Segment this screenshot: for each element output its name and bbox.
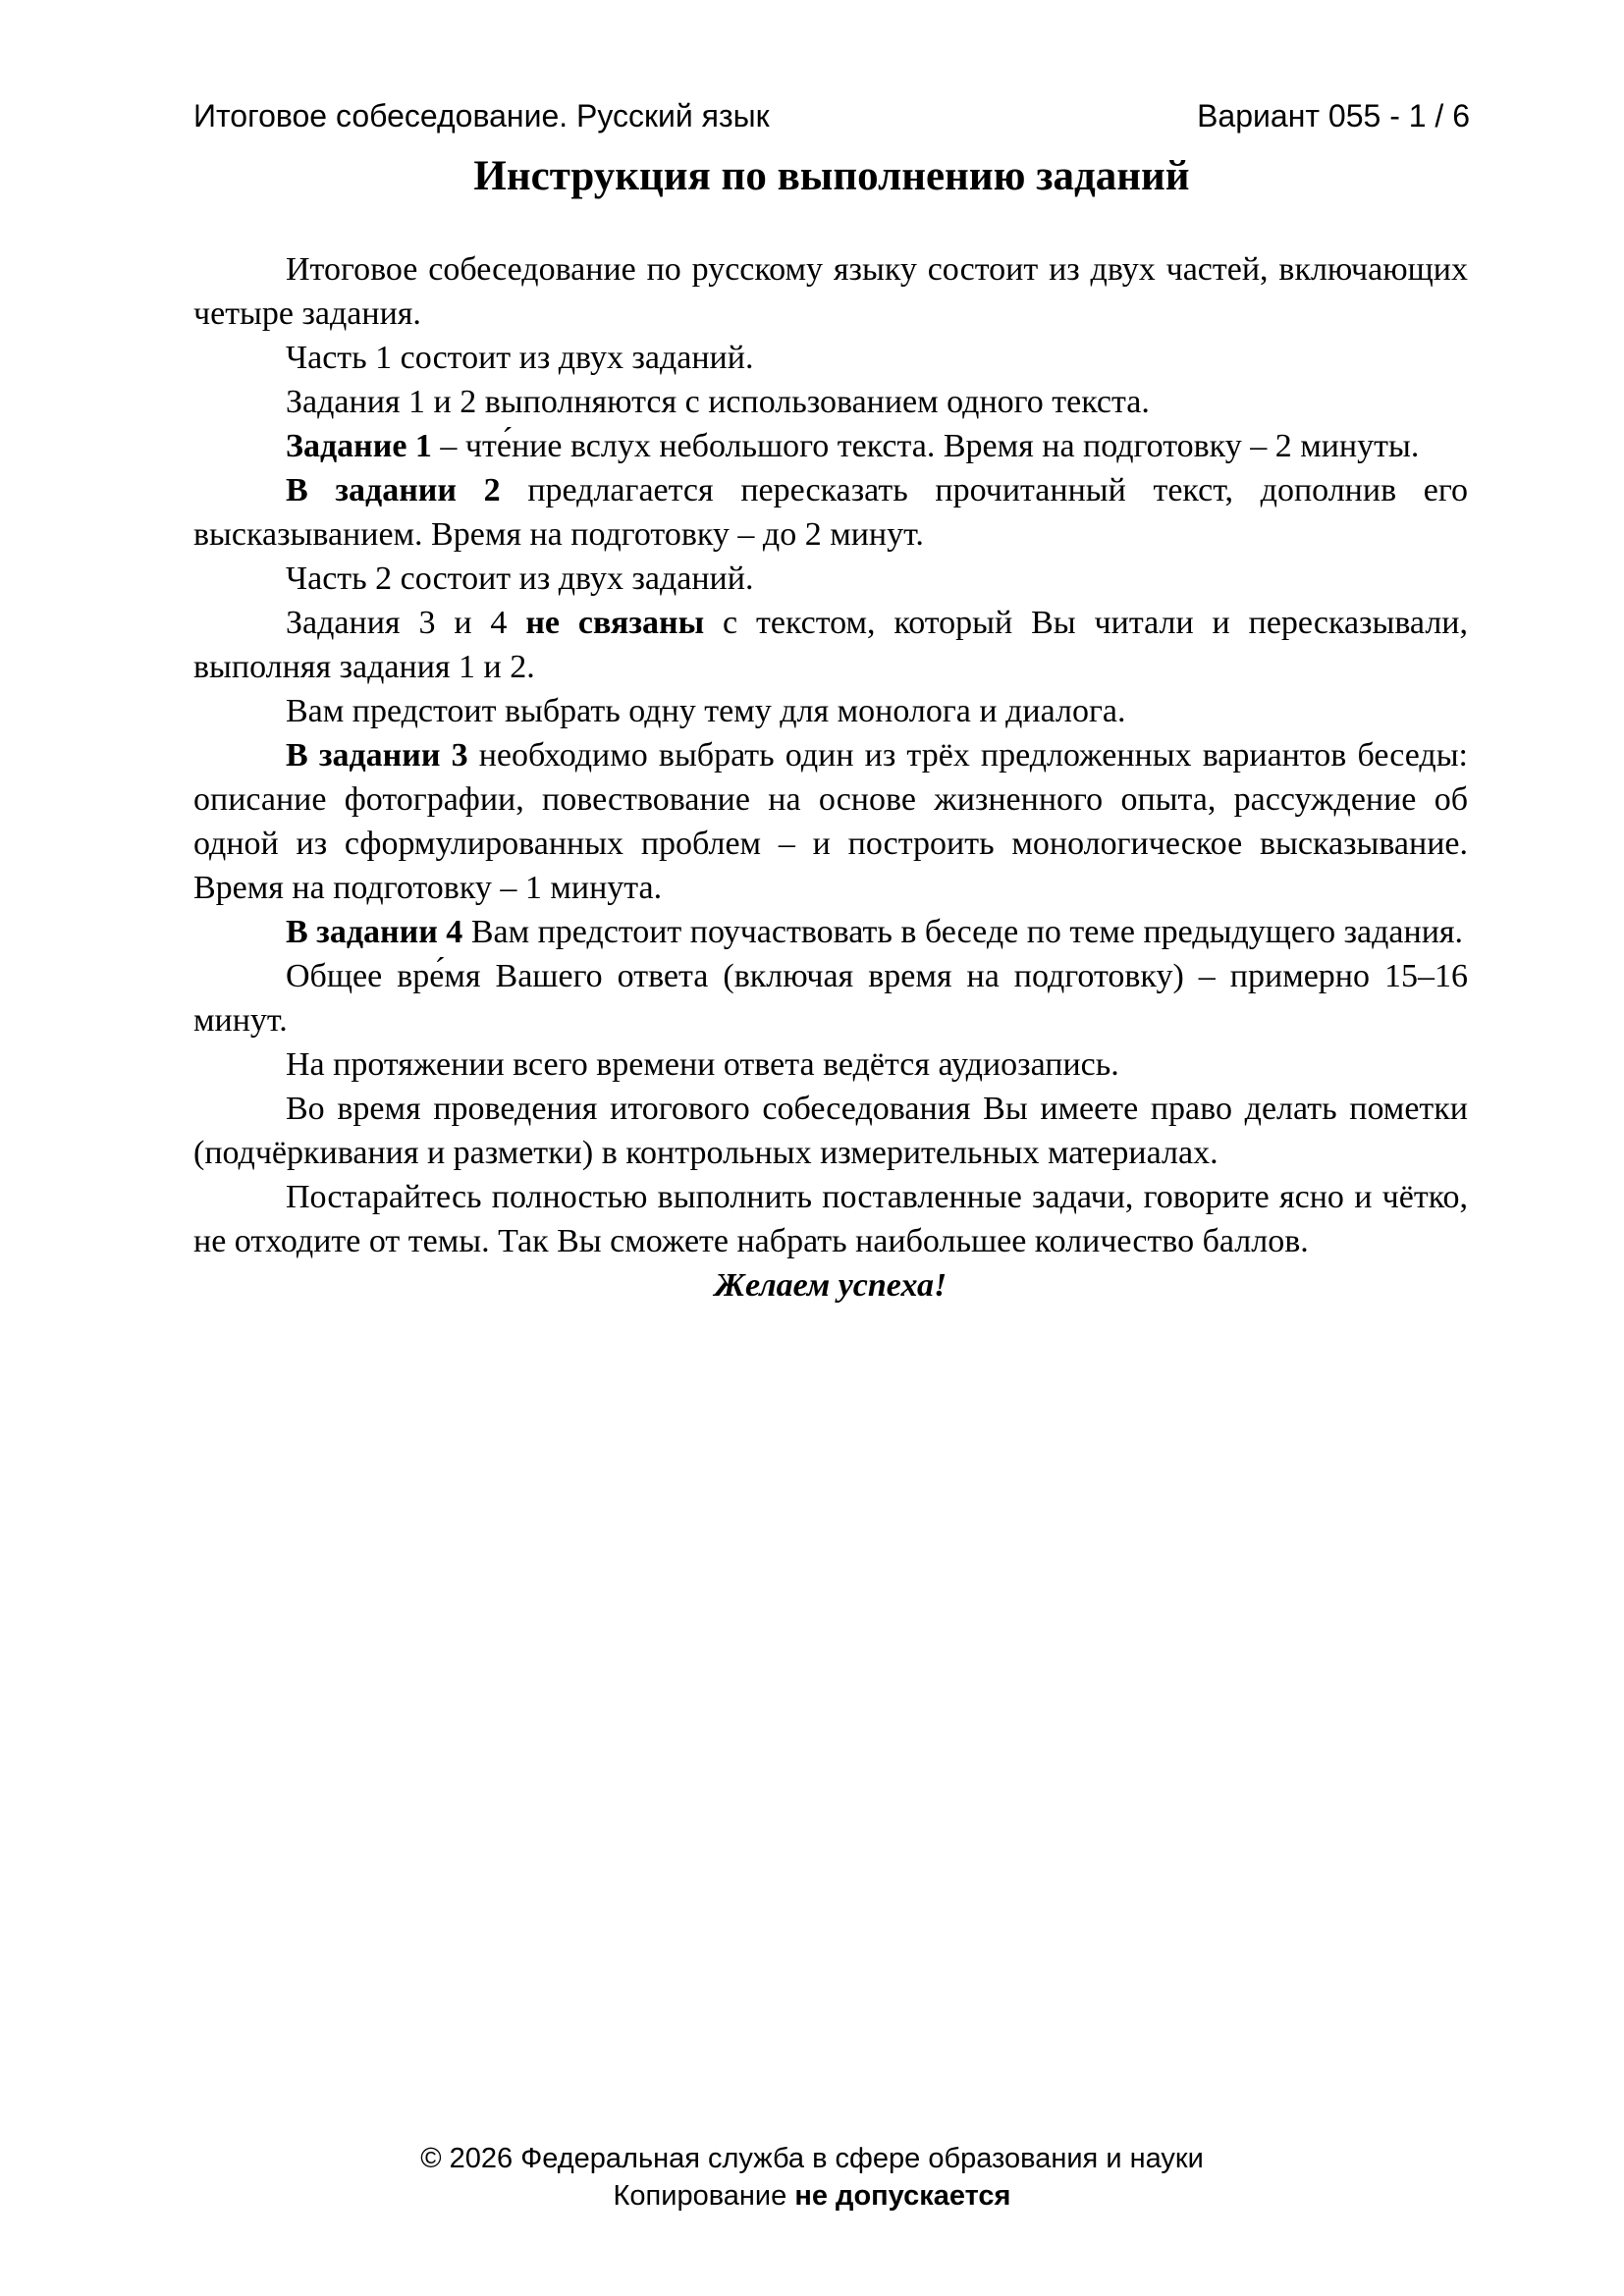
paragraph bbox=[193, 247, 1468, 336]
text-segment: – чте́ние вслух небольшого текста. Время на подготовку – 2 минуты. bbox=[431, 428, 1420, 464]
text-segment: В задании 3 bbox=[286, 737, 468, 774]
page-title: Инструкция по выполнению заданий bbox=[473, 153, 1190, 199]
paragraph bbox=[193, 954, 1468, 1042]
paragraph bbox=[193, 1087, 1468, 1175]
paragraph bbox=[193, 336, 1468, 380]
paragraph bbox=[193, 689, 1468, 733]
header-course-title: Итоговое собеседование. Русский язык bbox=[193, 98, 770, 133]
closing-wish bbox=[193, 1263, 1468, 1308]
text-segment: Итоговое собеседование по русскому языку состоит из двух частей, включающих четыре задания. bbox=[193, 251, 1468, 332]
page-footer bbox=[0, 2140, 1624, 2215]
paragraph bbox=[193, 1175, 1468, 1263]
paragraph bbox=[193, 380, 1468, 424]
text-segment: На протяжении всего времени ответа ведётся аудиозапись. bbox=[286, 1046, 1119, 1083]
paragraph bbox=[193, 468, 1468, 557]
text-segment: с текстом, который Вы читали и пересказывали, выполняя задания 1 и 2. bbox=[193, 605, 1468, 685]
text-segment: предлагается пересказать прочитанный текст, дополнив его высказыванием. Время на подготовку – до 2 минут. bbox=[193, 472, 1468, 553]
paragraph bbox=[193, 733, 1468, 910]
text-segment: Желаем успеха! bbox=[714, 1267, 947, 1304]
text-segment: Часть 1 состоит из двух заданий. bbox=[286, 340, 754, 376]
text-segment: не связаны bbox=[525, 605, 705, 641]
paragraph bbox=[193, 601, 1468, 689]
text-segment: В задании 2 bbox=[286, 472, 501, 508]
running-header bbox=[193, 98, 1470, 133]
text-segment: Во время проведения итогового собеседования Вы имеете право делать пометки (подчёркивания и разметки) в контрольных измерительных материалах. bbox=[193, 1091, 1468, 1171]
text-segment: Задание 1 bbox=[286, 428, 432, 464]
footer-copy-notice bbox=[0, 2177, 1624, 2215]
paragraph bbox=[193, 1042, 1468, 1087]
instruction-body bbox=[193, 247, 1468, 1308]
paragraph bbox=[193, 557, 1468, 601]
text-segment: В задании 4 bbox=[286, 914, 463, 950]
text-segment: Постарайтесь полностью выполнить поставленные задачи, говорите ясно и чётко, не отходите от темы. Так Вы сможете набрать наибольшее количество баллов. bbox=[193, 1179, 1468, 1259]
footer-notice-bold: не допускается bbox=[794, 2180, 1011, 2212]
footer-copyright: © 2026 Федеральная служба в сфере образования и науки bbox=[420, 2143, 1204, 2174]
text-segment: Вам предстоит выбрать одну тему для монолога и диалога. bbox=[286, 693, 1126, 729]
text-segment: Общее вре́мя Вашего ответа (включая время на подготовку) – примерно 15–16 минут. bbox=[193, 958, 1468, 1039]
text-segment: Часть 2 состоит из двух заданий. bbox=[286, 561, 754, 597]
text-segment: Задания 3 и 4 bbox=[286, 605, 526, 641]
paragraph bbox=[193, 910, 1468, 954]
header-variant-page: Вариант 055 - 1 / 6 bbox=[1197, 98, 1470, 133]
text-segment: Вам предстоит поучаствовать в беседе по теме предыдущего задания. bbox=[462, 914, 1464, 950]
text-segment: Задания 1 и 2 выполняются с использованием одного текста. bbox=[286, 384, 1150, 420]
paragraph bbox=[193, 424, 1468, 468]
text-segment: необходимо выбрать один из трёх предложенных вариантов беседы: описание фотографии, повествование на основе жизненного опыта, рассуждение об одной из сформулированных проблем – и построить монологическое высказывание. Время на подготовку – 1 минута. bbox=[193, 737, 1468, 906]
footer-notice-prefix: Копирование bbox=[613, 2180, 795, 2212]
